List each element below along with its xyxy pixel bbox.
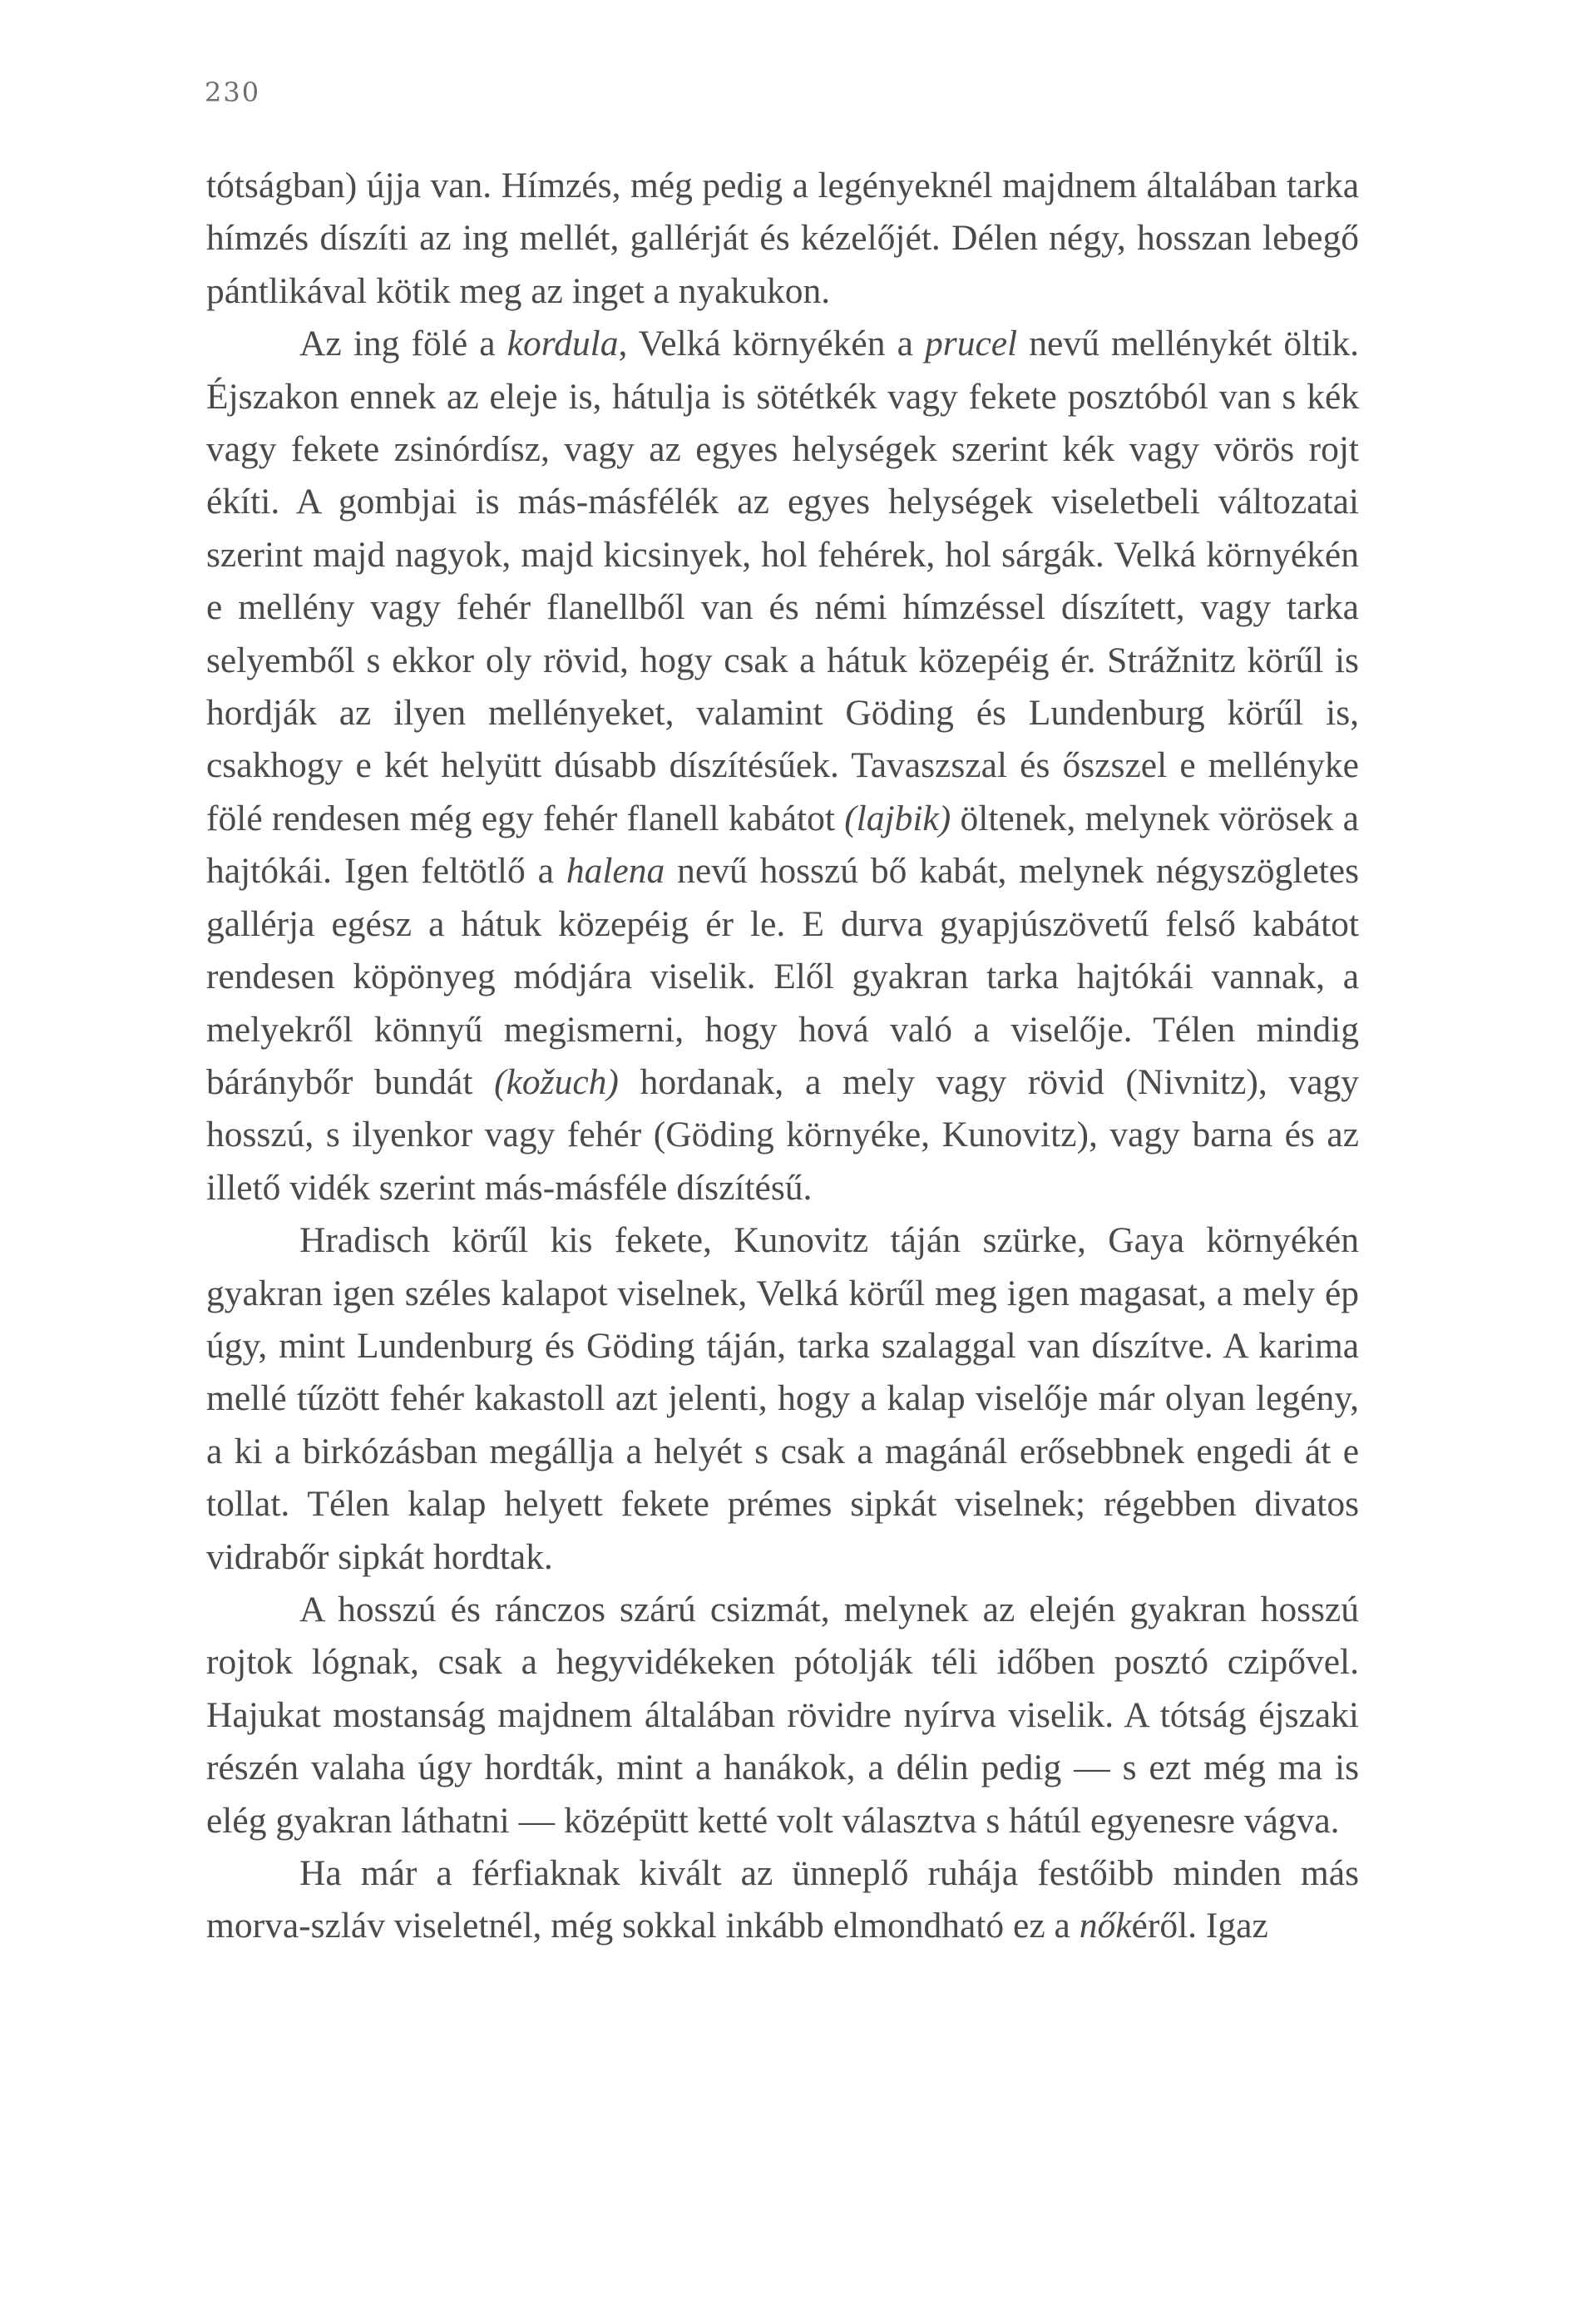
italic-term: (kožuch) <box>494 1061 619 1102</box>
text-run: tótságban) újja van. Hímzés, még pedig a legényeknél majdnem általában tarka hímzés díszíti az ing mellét, gallérját és kézelőjét. Délen négy, hosszan lebegő pántlikával kötik meg az inget a nyakukon. <box>206 166 1359 311</box>
text-run: , Velká környékén a <box>618 324 926 364</box>
paragraph-1 <box>206 160 1359 318</box>
text-run: Hradisch körűl kis fekete, Kunovitz táján szürke, Gaya környékén gyakran igen széles kalapot viselnek, Velká körűl meg igen magasat, a mely ép úgy, mint Lundenburg és Göding táján, tarka szalaggal van díszítve. A karima mellé tűzött fehér kakastoll azt jelenti, hogy a kalap viselője már olyan legény, a ki a birkózásban megállja a helyét s csak a magánál erősebbnek engedi át e tollat. Télen kalap helyett fekete prémes sipkát viselnek; régebben divatos vidrabőr sipkát hordtak. <box>206 1220 1359 1577</box>
italic-term: (lajbik) <box>844 798 951 838</box>
text-run: Az ing fölé a <box>299 324 507 364</box>
paragraph-4 <box>206 1584 1359 1847</box>
text-run: hordanak, a mely vagy rövid (Nivnitz), vagy hosszú, s ilyenkor vagy fehér (Göding környéke, Kunovitz), vagy barna és az illető vidék szerint más-másféle díszítésű. <box>206 1061 1360 1208</box>
italic-term: prucel <box>925 324 1018 364</box>
italic-term: kordula <box>506 324 619 364</box>
page-number: 230 <box>205 77 261 108</box>
text-run: öltenek, melynek vörösek a hajtókái. Igen feltötlő a <box>206 798 1359 892</box>
text-run: éről. Igaz <box>1131 1906 1268 1946</box>
paragraph-5 <box>206 1847 1359 1953</box>
text-run: nevű mellénykét öltik. Éjszakon ennek az eleje is, hátulja is sötétkék vagy fekete posztóból van s kék vagy fekete zsinórdísz, vagy az egyes helységek szerint kék vagy vörös rojt ékíti. A gombjai is más-másfélék az egyes helységek viseletbeli változatai szerint majd nagyok, majd kicsinyek, hol fehérek, hol sárgák. Velká környékén e mellény vagy fehér flanellből van és némi hímzéssel díszített, vagy tarka selyemből s ekkor oly rövid, hogy csak a hátuk közepéig ér. Strážnitz körűl is hordják az ilyen mellényeket, valamint Göding és Lundenburg körűl is, csakhogy e két helyütt dúsabb díszítésűek. Tavaszszal és őszszel e mellényke fölé rendesen még egy fehér flanell kabátot <box>206 324 1359 838</box>
paragraph-2 <box>206 318 1359 1214</box>
text-run: nevű hosszú bő kabát, melynek négyszögletes gallérja egész a hátuk közepéig ér le. E durva gyapjúszövetű felső kabátot rendesen köpönyeg módjára viselik. Elől gyakran tarka hajtókái vannak, a melyekről könnyű megismerni, hogy hová való a viselője. Télen mindig báránybőr bundát <box>206 851 1360 1102</box>
text-run: A hosszú és ránczos szárú csizmát, melynek az elején gyakran hosszú rojtok lógnak, csak a hegyvidékeken pótolják téli időben posztó czipővel. Hajukat mostanság majdnem általában rövidre nyírva viselik. A tótság éjszaki részén valaha úgy hordták, mint a hanákok, a délin pedig — s ezt még ma is elég gyakran láthatni — középütt ketté volt választva s hátúl egyenesre vágva. <box>206 1589 1359 1841</box>
italic-term: halena <box>566 851 665 892</box>
italic-term: nők <box>1079 1906 1132 1946</box>
text-run: Ha már a férfiaknak kivált az ünneplő ruhája festőibb minden más morva-szláv viseletnél, még sokkal inkább elmondható ez a <box>206 1853 1359 1946</box>
paragraph-3 <box>206 1214 1359 1584</box>
body-text <box>206 160 1359 1953</box>
